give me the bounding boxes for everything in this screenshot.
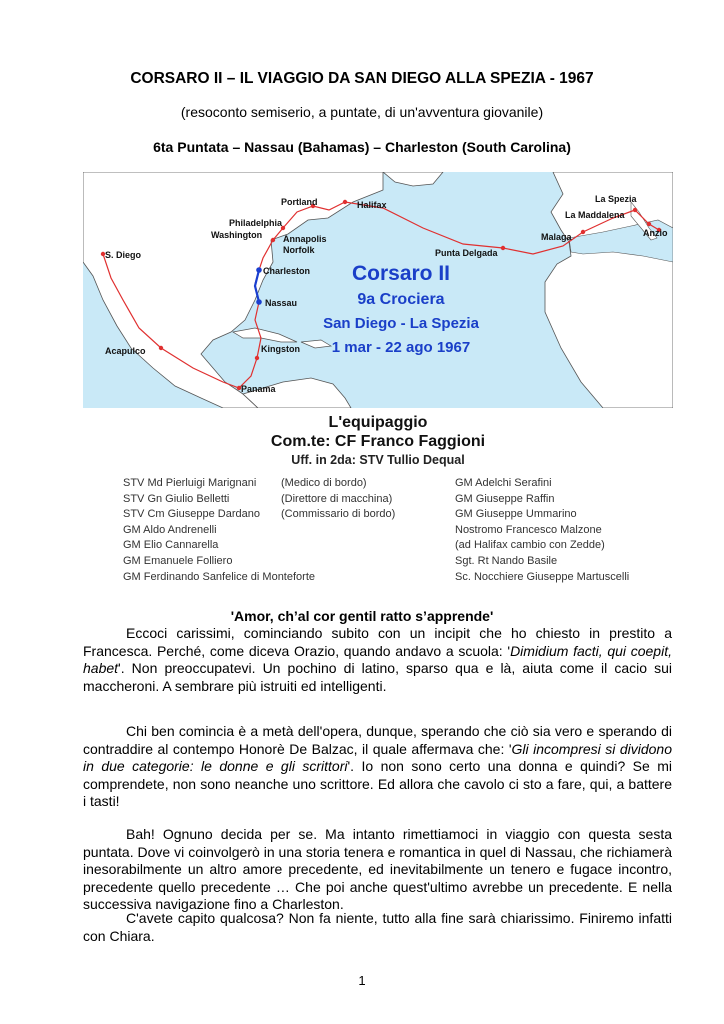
crew-second-officer: Uff. in 2da: STV Tullio Dequal: [291, 453, 465, 467]
crew-captain: Com.te: CF Franco Faggioni: [270, 433, 486, 450]
banner-line-1: Corsaro II: [351, 262, 451, 285]
crew-role: (Commissario di bordo): [281, 508, 396, 521]
page-number: 1: [358, 973, 366, 988]
crew-member: Sc. Nocchiere Giuseppe Martuscelli: [455, 570, 630, 583]
crew-member: STV Gn Giulio Belletti: [123, 492, 230, 505]
crew-member: GM Giuseppe Ummarino: [455, 508, 577, 521]
paragraph-3: Bah! Ognuno decida per se. Ma intanto rimettiamoci in viaggio con questa sesta puntata. Dove vi coinvolgerò in una storia tenera e romantica in quel di Nassau, che richiamerà inesorabilmente un altro amore precedente, ed inevitabilmente un tenero e fugace incontro, precedente quello precedente … Che poi anche quest'ultimo avrebbe un precedente. E nella successiva navigazione fino a Charleston.: [83, 826, 672, 912]
paragraph-2: Chi ben comincia è a metà dell'opera, dunque, sperando che ciò sia vero e sperando di contraddire al contempo Honorè De Balzac, il quale affermava che: 'Gli incompresi si dividono in due categorie: le donne e gli scrittori'. Io non sono certo una donna e quindi? Se mi comprendete, non sono neanche uno scrittore. Ed allora che cavolo ci sto a fare, qui, a battere i tasti!: [83, 723, 672, 809]
label-washington: Washington: [211, 230, 263, 240]
label-kingston: Kingston: [261, 344, 300, 354]
crew-member: GM Ferdinando Sanfelice di Monteforte: [123, 570, 315, 583]
label-portland: Portland: [281, 197, 318, 207]
crew-member: STV Md Pierluigi Marignani: [123, 477, 257, 489]
crew-member: GM Aldo Andrenelli: [123, 523, 217, 536]
paragraph-1: Eccoci carissimi, cominciando subito con un incipit che ho chiesto in prestito a Francesca. Perché, come diceva Orazio, quando andavo a scuola: 'Dimidium facti, qui coepit, habet'. Non preoccupatevi. Un pochino di latino, sparso qua e là, aiuta come il cacio sui maccheroni. A sembrare più istruiti ed intelligenti.: [83, 625, 672, 694]
crew-role: (Medico di bordo): [281, 477, 367, 489]
route-map: [83, 172, 673, 408]
crew-column-roles: [281, 476, 395, 523]
label-panama: Panama: [241, 384, 276, 394]
label-san-diego: S. Diego: [105, 250, 142, 260]
banner-line-4: 1 mar - 22 ago 1967: [331, 339, 471, 356]
epigraph-quote: 'Amor, ch’al cor gentil ratto s’apprende': [230, 608, 494, 624]
crew-member: GM Adelchi Serafini: [455, 477, 552, 489]
label-halifax: Halifax: [357, 200, 387, 210]
crew-member: (ad Halifax cambio con Zedde): [455, 539, 605, 552]
label-norfolk: Norfolk: [283, 245, 315, 255]
crew-member: GM Elio Cannarella: [123, 539, 219, 552]
crew-member: Nostromo Francesco Malzone: [455, 523, 602, 536]
label-nassau: Nassau: [265, 298, 298, 308]
crew-member: Sgt. Rt Nando Basile: [455, 554, 558, 567]
crew-role: (Direttore di macchina): [281, 492, 393, 505]
label-anzio: Anzio: [643, 228, 668, 238]
crew-heading: L'equipaggio: [328, 414, 428, 431]
document-subtitle: (resoconto semiserio, a puntate, di un'avventura giovanile): [180, 104, 544, 120]
label-philadelphia: Philadelphia: [229, 218, 283, 228]
label-malaga: Malaga: [541, 232, 572, 242]
crew-column-midshipmen: [455, 476, 629, 585]
crew-member: GM Giuseppe Raffin: [455, 492, 555, 505]
label-charleston: Charleston: [263, 266, 311, 276]
document-title: CORSARO II – IL VIAGGIO DA SAN DIEGO ALLA SPEZIA - 1967: [130, 70, 594, 87]
paragraph-4: C'avete capito qualcosa? Non fa niente, tutto alla fine sarà chiarissimo. Finiremo infatti con Chiara.: [83, 910, 672, 944]
label-acapulco: Acapulco: [105, 346, 146, 356]
label-la-spezia: La Spezia: [595, 194, 637, 204]
label-punta-delgada: Punta Delgada: [435, 248, 498, 258]
label-annapolis: Annapolis: [283, 234, 327, 244]
episode-heading: 6ta Puntata – Nassau (Bahamas) – Charleston (South Carolina): [153, 139, 571, 155]
banner-line-2: 9a Crociera: [357, 291, 445, 308]
banner-line-3: San Diego - La Spezia: [323, 315, 479, 332]
crew-member: STV Cm Giuseppe Dardano: [123, 508, 260, 521]
crew-list: [83, 408, 673, 588]
label-la-maddalena: La Maddalena: [565, 210, 625, 220]
crew-member: GM Emanuele Folliero: [123, 554, 233, 567]
